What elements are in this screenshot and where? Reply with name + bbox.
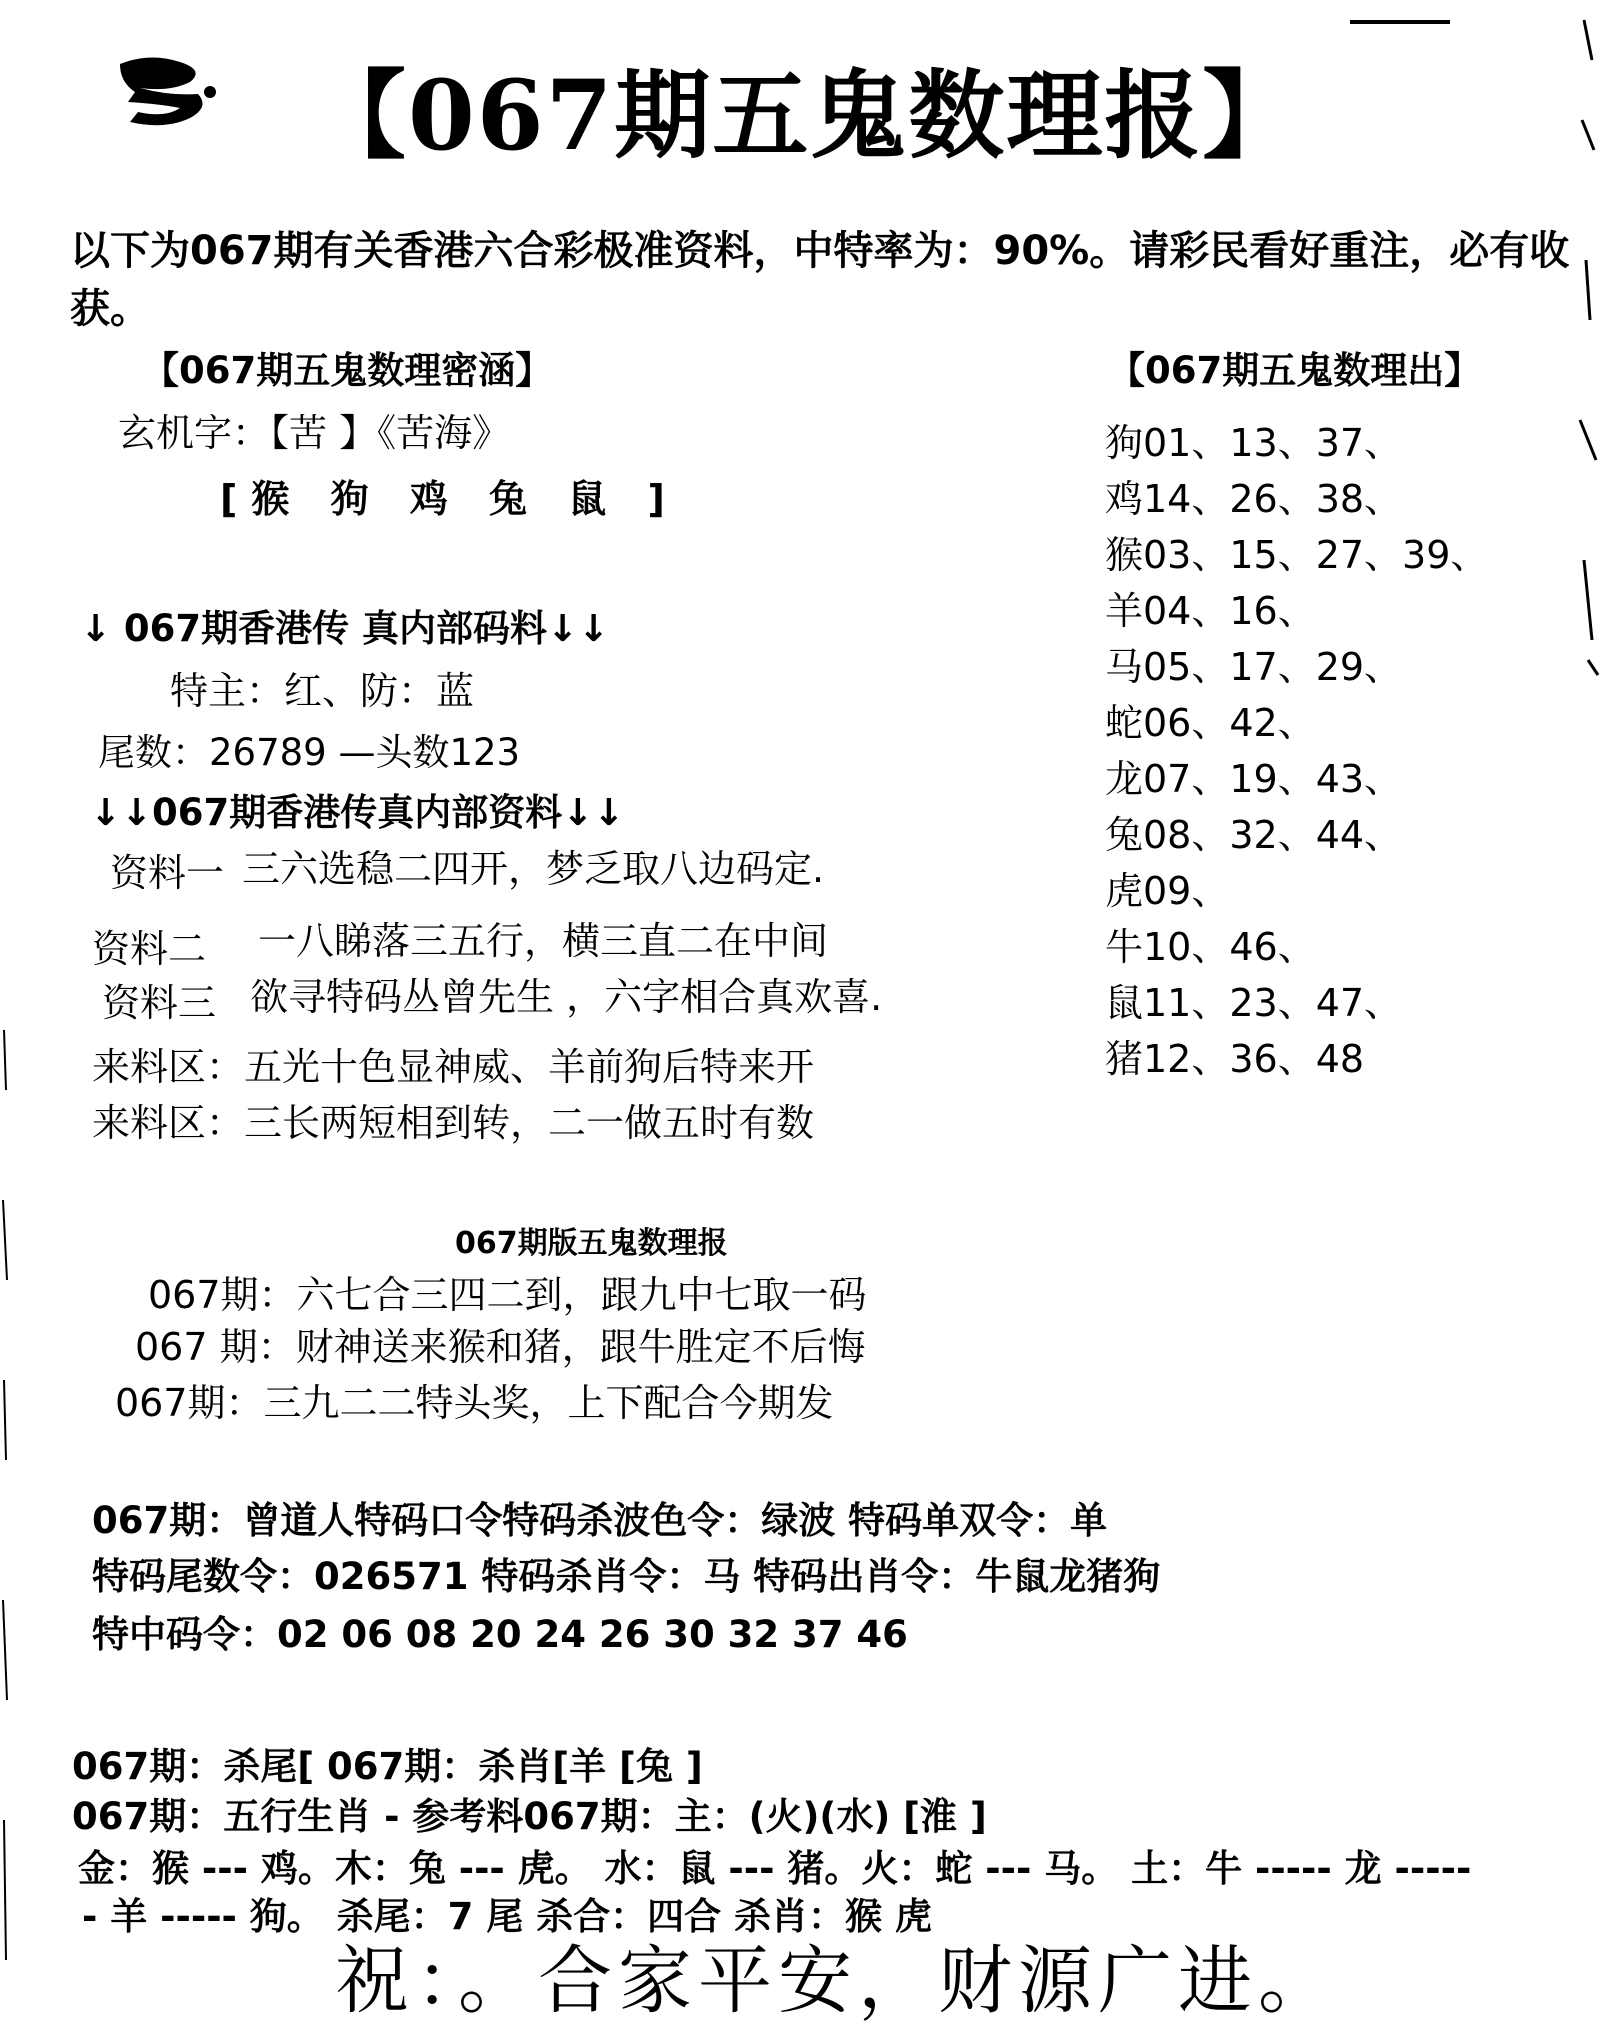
- inside-material-header: ↓↓067期香港传真内部资料↓↓: [90, 791, 625, 834]
- numbers-header: 【067期五鬼数理出】: [1108, 349, 1482, 392]
- zodiac-row: 龙07、19、43、: [1105, 757, 1403, 801]
- zodiac-row: 猴03、15、27、39、: [1105, 533, 1489, 577]
- top-rule: [1350, 20, 1450, 24]
- zodiac-row: 马05、17、29、: [1105, 645, 1403, 689]
- special-main: 特主：红、防：蓝: [170, 669, 475, 713]
- material2-label: 资料二: [92, 927, 207, 971]
- inside-code-header: ↓ 067期香港传 真内部码料↓↓: [80, 607, 610, 650]
- edition-header: 067期版五鬼数理报: [455, 1226, 728, 1261]
- edition-line-1: 067期：六七合三四二到，跟九中七取一码: [148, 1273, 867, 1317]
- edition-line-3: 067期：三九二二特头奖，上下配合今期发: [115, 1381, 834, 1425]
- edition-line-2: 067 期：财神送来猴和猪，跟牛胜定不后悔: [135, 1325, 866, 1369]
- material3-text: 欲寻特码丛曾先生 ，六字相合真欢喜.: [250, 975, 883, 1019]
- material3-label: 资料三: [102, 981, 217, 1025]
- code-line-2: 特码尾数令：026571 特码杀肖令：马 特码出肖令：牛鼠龙猪狗: [92, 1555, 1161, 1598]
- source-line-2: 来料区：三长两短相到转，二一做五时有数: [92, 1101, 815, 1145]
- material1-label: 资料一: [110, 851, 225, 895]
- closing-blessing: 祝：。合家平安，财源广进。: [335, 1938, 1338, 2024]
- bottom-line-2: 067期：五行生肖 - 参考料067期：主：(火)(水) [淮 ]: [72, 1795, 987, 1838]
- intro-text: 以下为067期有关香港六合彩极准资料，中特率为：90%。请彩民看好重注，必有收获。: [70, 228, 1570, 332]
- code-line-3: 特中码令：02 06 08 20 24 26 30 32 37 46: [92, 1613, 908, 1656]
- zodiac-row: 蛇06、42、: [1105, 701, 1316, 745]
- zodiac-picks: [猴 狗 鸡 兔 鼠 ]: [220, 477, 679, 521]
- five-elements-line-a: 金：猴 --- 鸡。木：兔 --- 虎。 水：鼠 --- 猪。火：蛇 --- 马。 土：牛 ----- 龙 -----: [78, 1847, 1472, 1890]
- zodiac-number-list: [1105, 415, 1488, 1087]
- zodiac-row: 兔08、32、44、: [1105, 813, 1403, 857]
- zodiac-row: 牛10、46、: [1105, 925, 1316, 969]
- code-line-1: 067期：曾道人特码口令特码杀波色令：绿波 特码单双令：单: [92, 1499, 1108, 1542]
- material2-text: 一八睇落三五行，横三直二在中间: [258, 919, 829, 963]
- zodiac-row: 猪12、36、48: [1105, 1037, 1365, 1081]
- scan-edge-right: [1578, 0, 1600, 2019]
- zodiac-row: 羊04、16、: [1105, 589, 1316, 633]
- material1-text: 三六选稳二四开，梦乏取八边码定.: [242, 847, 825, 891]
- five-elements-line-b: - 羊 ----- 狗。 杀尾：7 尾 杀合：四合 杀肖：猴 虎: [82, 1895, 932, 1938]
- zodiac-row: 鸡14、26、38、: [1105, 477, 1403, 521]
- riddle-line: 玄机字：【苦 】《苦海》: [118, 411, 511, 455]
- page-title: 【067期五鬼数理报】: [310, 59, 1301, 172]
- logo-icon: [110, 52, 220, 132]
- zodiac-row: 虎09、: [1105, 869, 1230, 913]
- zodiac-row: 鼠11、23、47、: [1105, 981, 1403, 1025]
- source-line-1: 来料区：五光十色显神威、羊前狗后特来开: [92, 1045, 815, 1089]
- secret-header: 【067期五鬼数理密涵】: [142, 349, 553, 392]
- bottom-line-1: 067期：杀尾[ 067期：杀肖[羊 [兔 ]: [72, 1745, 703, 1788]
- scan-edge-left: [0, 1000, 10, 2000]
- tail-numbers: 尾数：26789 —头数123: [98, 731, 521, 774]
- zodiac-row: 狗01、13、37、: [1105, 421, 1403, 465]
